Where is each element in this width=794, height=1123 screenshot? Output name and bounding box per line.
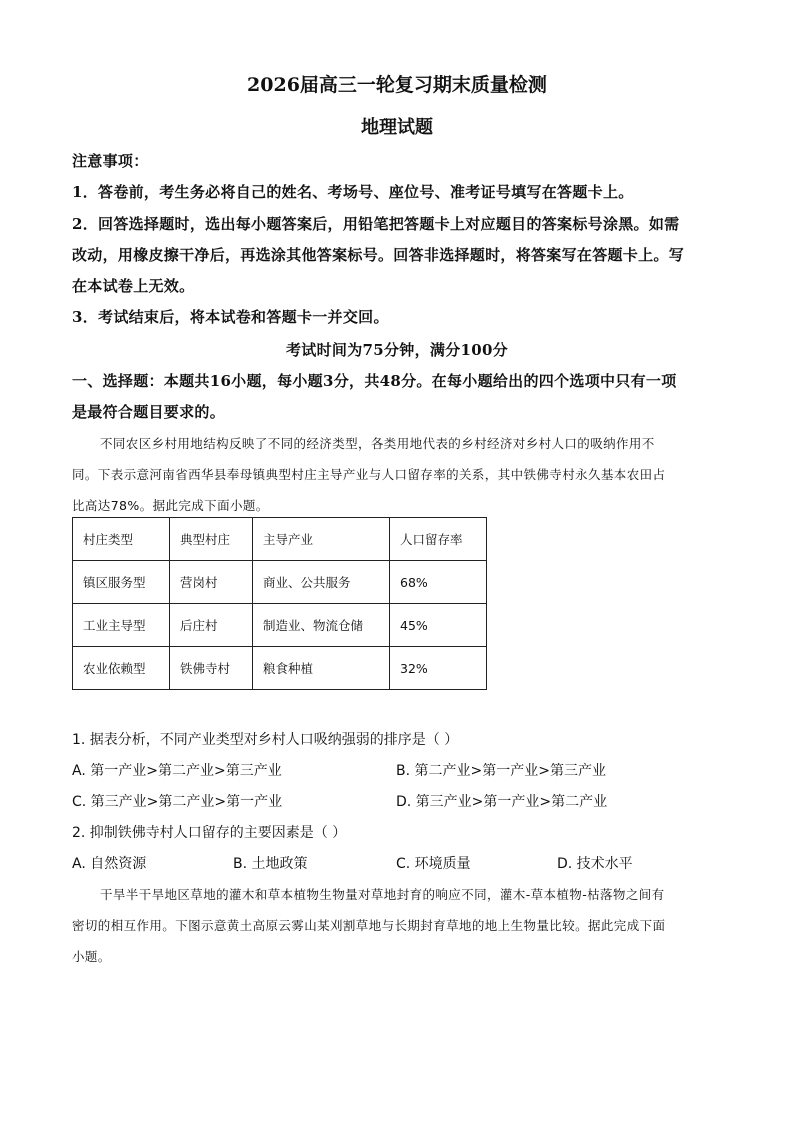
passage-1-line3: 比高达78%。据此完成下面小题。	[72, 498, 269, 513]
table-cell: 营岗村	[170, 561, 253, 604]
question-1-option-b: B. 第二产业>第一产业>第三产业	[396, 763, 606, 779]
table-header-row	[73, 518, 487, 561]
notice-item-1: 1．答卷前，考生务必将自己的姓名、考场号、座位号、准考证号填写在答题卡上。	[72, 183, 634, 201]
table-cell: 农业依赖型	[73, 647, 170, 690]
exam-title: 2026届高三一轮复习期末质量检测	[247, 74, 547, 96]
question-2-option-d: D. 技术水平	[557, 856, 633, 872]
table-cell: 商业、公共服务	[253, 561, 390, 604]
question-1-stem: 1. 据表分析，不同产业类型对乡村人口吸纳强弱的排序是（ ）	[72, 732, 459, 748]
question-1-option-a: A. 第一产业>第二产业>第三产业	[72, 763, 282, 779]
exam-time-info: 考试时间为75分钟，满分100分	[286, 341, 508, 359]
village-industry-table	[72, 517, 487, 690]
passage-2-line1: 干旱半干旱地区草地的灌木和草本植物生物量对草地封育的响应不同，灌木-草本植物-枯落物之间有	[100, 887, 665, 902]
passage-1-line1: 不同农区乡村用地结构反映了不同的经济类型，各类用地代表的乡村经济对乡村人口的吸纳作用不	[100, 436, 655, 451]
question-2-option-b: B. 土地政策	[233, 856, 308, 872]
table-cell: 镇区服务型	[73, 561, 170, 604]
table-header-cell: 典型村庄	[170, 518, 253, 561]
table-row	[73, 604, 487, 647]
table-row	[73, 647, 487, 690]
notice-item-2-line2: 改动，用橡皮擦干净后，再选涂其他答案标号。回答非选择题时，将答案写在答题卡上。写	[72, 246, 685, 264]
table-row	[73, 561, 487, 604]
table-cell: 32%	[390, 647, 487, 690]
passage-2-line3: 小题。	[72, 949, 111, 964]
question-2-option-a: A. 自然资源	[72, 856, 147, 872]
notice-item-2-line3: 在本试卷上无效。	[72, 277, 195, 295]
table-cell: 后庄村	[170, 604, 253, 647]
passage-1-line2: 同。下表示意河南省西华县奉母镇典型村庄主导产业与人口留存率的关系，其中铁佛寺村永久基本农田占	[72, 467, 666, 482]
exam-subject: 地理试题	[361, 117, 433, 138]
table-header-cell: 人口留存率	[390, 518, 487, 561]
passage-2-line2: 密切的相互作用。下图示意黄土高原云雾山某刈割草地与长期封育草地的地上生物量比较。据此完成下面	[72, 918, 666, 933]
notice-item-2-line1: 2．回答选择题时，选出每小题答案后，用铅笔把答题卡上对应题目的答案标号涂黑。如需	[72, 215, 680, 233]
question-1-option-d: D. 第三产业>第一产业>第二产业	[396, 794, 608, 810]
notice-heading: 注意事项：	[72, 152, 149, 170]
question-1-option-c: C. 第三产业>第二产业>第一产业	[72, 794, 283, 810]
section-1-heading-line1: 一、选择题：本题共16小题，每小题3分，共48分。在每小题给出的四个选项中只有一项	[72, 372, 677, 390]
table-cell: 45%	[390, 604, 487, 647]
table-cell: 铁佛寺村	[170, 647, 253, 690]
table-cell: 粮食种植	[253, 647, 390, 690]
table-header-cell: 主导产业	[253, 518, 390, 561]
question-2-stem: 2. 抑制铁佛寺村人口留存的主要因素是（ ）	[72, 825, 347, 841]
table-cell: 制造业、物流仓储	[253, 604, 390, 647]
question-2-option-c: C. 环境质量	[396, 856, 471, 872]
notice-item-3: 3．考试结束后，将本试卷和答题卡一并交回。	[72, 308, 389, 326]
section-1-heading-line2: 是最符合题目要求的。	[72, 403, 226, 421]
table-cell: 工业主导型	[73, 604, 170, 647]
table-cell: 68%	[390, 561, 487, 604]
table-header-cell: 村庄类型	[73, 518, 170, 561]
